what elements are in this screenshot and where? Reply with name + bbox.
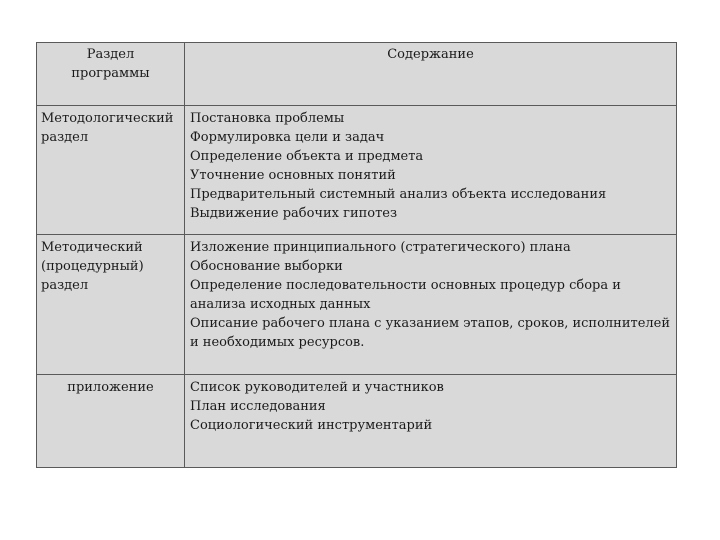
table-row bbox=[37, 375, 676, 468]
program-structure-table bbox=[36, 42, 677, 468]
content-cell bbox=[185, 375, 676, 468]
content-item: Формулировка цели и задач bbox=[190, 130, 385, 145]
section-line: (процедурный) bbox=[41, 259, 144, 274]
content-item: Описание рабочего плана с указанием этапов, сроков, исполнителей и необходимых ресурсов. bbox=[190, 316, 671, 350]
content-item: Список руководителей и участников bbox=[190, 380, 444, 395]
content-item: План исследования bbox=[190, 399, 326, 414]
table-row bbox=[37, 106, 676, 235]
section-line: Методологический bbox=[41, 111, 174, 126]
section-line: раздел bbox=[41, 130, 89, 145]
section-line: приложение bbox=[67, 380, 154, 395]
section-line: раздел bbox=[41, 278, 89, 293]
section-cell bbox=[37, 375, 184, 468]
content-cell bbox=[185, 235, 676, 374]
content-item: Постановка проблемы bbox=[190, 111, 345, 126]
header-section-column bbox=[37, 43, 184, 105]
header-content-label: Содержание bbox=[387, 47, 474, 62]
content-item: Обоснование выборки bbox=[190, 259, 343, 274]
content-item: Уточнение основных понятий bbox=[190, 168, 396, 183]
section-cell bbox=[37, 106, 184, 234]
header-section-line: программы bbox=[71, 66, 150, 81]
content-item: Определение объекта и предмета bbox=[190, 149, 424, 164]
content-cell bbox=[185, 106, 676, 234]
content-item: Изложение принципиального (стратегического) плана bbox=[190, 240, 571, 255]
table-row bbox=[37, 235, 676, 375]
content-item: Предварительный системный анализ объекта исследования bbox=[190, 187, 607, 202]
content-item: Определение последовательности основных процедур сбора и анализа исходных данных bbox=[190, 278, 621, 312]
header-section-line: Раздел bbox=[86, 47, 135, 62]
content-item: Социологический инструментарий bbox=[190, 418, 433, 433]
section-cell bbox=[37, 235, 184, 374]
table-header-row bbox=[37, 43, 676, 106]
section-line: Методический bbox=[41, 240, 143, 255]
header-content-column bbox=[185, 43, 676, 105]
content-item: Выдвижение рабочих гипотез bbox=[190, 206, 398, 221]
